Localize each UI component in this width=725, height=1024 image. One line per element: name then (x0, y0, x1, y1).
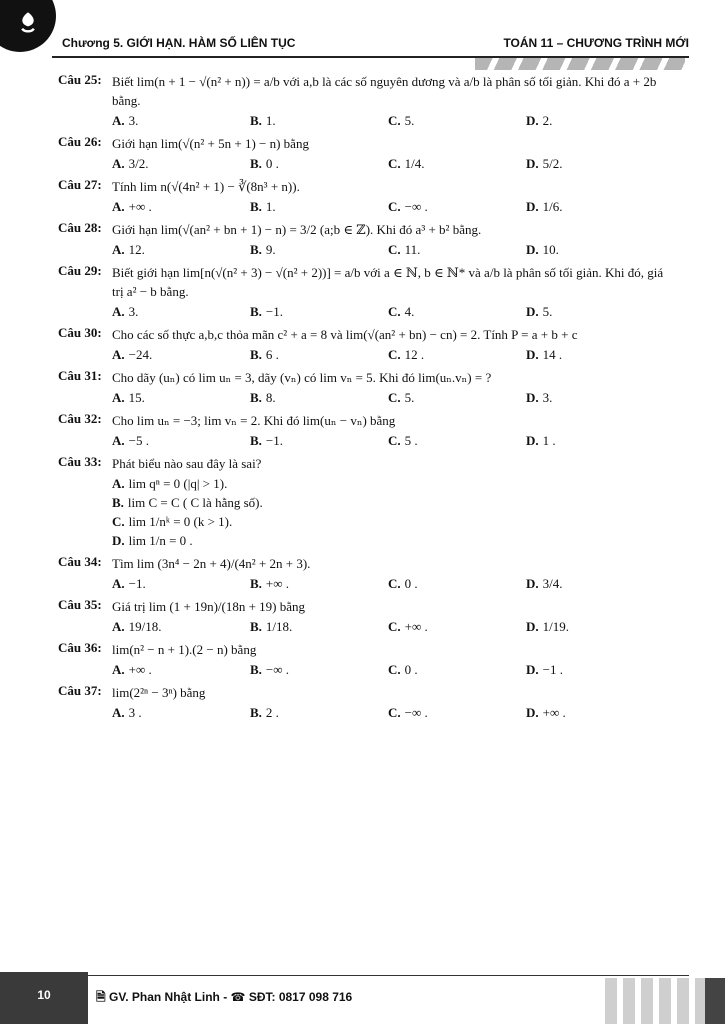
option-value: +∞ . (128, 199, 152, 214)
answer-option (388, 617, 526, 636)
option-letter: D. (526, 156, 539, 171)
option-letter: B. (250, 576, 262, 591)
option-value: 9. (265, 242, 276, 257)
option-value: 3/4. (542, 576, 563, 591)
question (58, 683, 675, 722)
option-value: lim qⁿ = 0 (|q| > 1). (128, 476, 228, 491)
chapter-title: Chương 5. GIỚI HẠN. HÀM SỐ LIÊN TỤC (62, 36, 296, 50)
question-label: Câu 33: (58, 454, 102, 469)
answer-option (526, 617, 664, 636)
option-value: 10. (542, 242, 559, 257)
option-value: 12 . (404, 347, 425, 362)
answer-option (112, 703, 250, 722)
option-letter: D. (526, 433, 539, 448)
option-value: −1. (128, 576, 146, 591)
question-label: Câu 30: (58, 325, 102, 340)
option-letter: A. (112, 156, 125, 171)
answer-option (526, 197, 664, 216)
answer-option (388, 703, 526, 722)
option-value: −∞ . (404, 705, 428, 720)
answer-option (250, 703, 388, 722)
answer-option (250, 574, 388, 593)
option-value: 2. (542, 113, 553, 128)
answer-option (250, 345, 388, 364)
footer-rule (88, 975, 689, 976)
question-text: lim(n² − n + 1).(2 − n) bằng (112, 642, 257, 657)
question-label: Câu 28: (58, 220, 102, 235)
option-letter: D. (526, 619, 539, 634)
option-letter: A. (112, 242, 125, 257)
question (58, 554, 675, 593)
answer-option (112, 431, 250, 450)
answer-option (526, 111, 664, 130)
answer-option (388, 240, 526, 259)
answer-option (112, 388, 250, 407)
option-letter: C. (388, 156, 401, 171)
question-text: lim(2²ⁿ − 3ⁿ) bằng (112, 685, 206, 700)
answer-option (250, 240, 388, 259)
option-letter: B. (250, 242, 262, 257)
answer-option (112, 512, 394, 531)
question-text: Biết giới hạn lim[n(√(n² + 3) − √(n² + 2))] = a/b với a ∈ ℕ, b ∈ ℕ* và a/b là phân số tối giản. Khi đó, giá trị a² − b bằng. (112, 265, 664, 299)
option-letter: C. (388, 304, 401, 319)
option-letter: D. (526, 242, 539, 257)
question (58, 368, 675, 407)
option-letter: A. (112, 390, 125, 405)
option-letter: D. (526, 705, 539, 720)
option-value: 0 . (404, 576, 418, 591)
answer-option (112, 660, 250, 679)
option-letter: D. (526, 390, 539, 405)
option-value: 1/19. (542, 619, 570, 634)
answer-option (388, 574, 526, 593)
answer-option (250, 111, 388, 130)
answer-option (388, 345, 526, 364)
question-label: Câu 25: (58, 72, 102, 87)
option-value: 0 . (404, 662, 418, 677)
option-letter: D. (526, 199, 539, 214)
answer-option (250, 197, 388, 216)
option-letter: B. (250, 390, 262, 405)
option-value: 3. (128, 113, 139, 128)
footer-block (705, 978, 725, 1024)
answer-option (526, 660, 664, 679)
option-value: −24. (128, 347, 153, 362)
option-letter: A. (112, 304, 125, 319)
option-letter: A. (112, 619, 125, 634)
answer-option (250, 388, 388, 407)
answer-options (112, 474, 675, 550)
option-letter: D. (526, 576, 539, 591)
answer-option (112, 111, 250, 130)
option-value: +∞ . (542, 705, 566, 720)
question (58, 411, 675, 450)
question-label: Câu 35: (58, 597, 102, 612)
option-value: −5 . (128, 433, 149, 448)
question-label: Câu 31: (58, 368, 102, 383)
footer (0, 972, 725, 1024)
option-value: 5. (542, 304, 553, 319)
answer-option (526, 431, 664, 450)
header-stripes (475, 58, 685, 70)
answer-options (112, 574, 675, 593)
page-number: 10 (0, 972, 88, 1024)
answer-option (526, 388, 664, 407)
option-value: 5. (404, 390, 415, 405)
option-letter: D. (112, 533, 125, 548)
option-value: 1 . (542, 433, 556, 448)
option-value: 11. (404, 242, 421, 257)
option-letter: D. (526, 347, 539, 362)
option-value: 0 . (265, 156, 279, 171)
leaf-logo-icon (14, 10, 42, 38)
option-letter: B. (250, 619, 262, 634)
answer-option (112, 617, 250, 636)
answer-option (250, 431, 388, 450)
option-letter: A. (112, 705, 125, 720)
option-value: −1 . (542, 662, 563, 677)
option-letter: A. (112, 347, 125, 362)
option-value: 1. (265, 199, 276, 214)
option-letter: A. (112, 476, 125, 491)
answer-option (112, 493, 394, 512)
question (58, 640, 675, 679)
question-text: Cho lim uₙ = −3; lim vₙ = 2. Khi đó lim(uₙ − vₙ) bằng (112, 413, 396, 428)
question-text: Giới hạn lim(√(n² + 5n + 1) − n) bằng (112, 136, 309, 151)
answer-option (250, 302, 388, 321)
question (58, 325, 675, 364)
question-list (58, 72, 675, 726)
option-value: 3/2. (128, 156, 149, 171)
option-value: lim 1/n = 0 . (128, 533, 193, 548)
question-label: Câu 29: (58, 263, 102, 278)
answer-option (250, 154, 388, 173)
author-contact: 🗎 GV. Phan Nhật Linh - ☎ SĐT: 0817 098 716 (96, 990, 353, 1004)
answer-options (112, 703, 675, 722)
question-text: Tính lim n(√(4n² + 1) − ∛(8n³ + n)). (112, 179, 300, 194)
question (58, 454, 675, 550)
option-value: 3 . (128, 705, 142, 720)
option-letter: C. (388, 576, 401, 591)
answer-option (112, 474, 394, 493)
option-letter: B. (250, 662, 262, 677)
option-value: −∞ . (404, 199, 428, 214)
option-letter: C. (388, 433, 401, 448)
answer-option (526, 574, 664, 593)
option-value: 1/4. (404, 156, 425, 171)
option-letter: D. (526, 662, 539, 677)
option-letter: C. (388, 619, 401, 634)
answer-option (250, 660, 388, 679)
option-value: 8. (265, 390, 276, 405)
answer-option (388, 111, 526, 130)
option-value: 6 . (265, 347, 279, 362)
option-letter: C. (388, 347, 401, 362)
answer-option (526, 240, 664, 259)
question-text: Giới hạn lim(√(an² + bn + 1) − n) = 3/2 (a;b ∈ ℤ). Khi đó a³ + b² bằng. (112, 222, 482, 237)
answer-option (112, 302, 250, 321)
option-value: 14 . (542, 347, 563, 362)
option-letter: A. (112, 199, 125, 214)
question-label: Câu 36: (58, 640, 102, 655)
option-letter: A. (112, 433, 125, 448)
option-letter: C. (388, 390, 401, 405)
answer-options (112, 302, 675, 321)
answer-options (112, 240, 675, 259)
question-text: Tìm lim (3n⁴ − 2n + 4)/(4n² + 2n + 3). (112, 556, 311, 571)
question-label: Câu 27: (58, 177, 102, 192)
answer-option (526, 703, 664, 722)
question-label: Câu 32: (58, 411, 102, 426)
answer-option (388, 154, 526, 173)
option-letter: B. (250, 347, 262, 362)
answer-options (112, 111, 675, 130)
answer-option (250, 617, 388, 636)
answer-options (112, 388, 675, 407)
answer-options (112, 154, 675, 173)
option-value: 5. (404, 113, 415, 128)
option-value: lim C = C ( C là hằng số). (127, 495, 263, 510)
option-letter: A. (112, 576, 125, 591)
answer-option (112, 197, 250, 216)
answer-option (388, 431, 526, 450)
option-value: 4. (404, 304, 415, 319)
option-value: 1/18. (265, 619, 293, 634)
question (58, 220, 675, 259)
question-text: Cho các số thực a,b,c thỏa mãn c² + a = 8 và lim(√(an² + bn) − cn) = 2. Tính P = a + b + c (112, 327, 578, 342)
answer-option (388, 660, 526, 679)
answer-option (526, 345, 664, 364)
answer-option (388, 197, 526, 216)
option-value: −1. (265, 433, 284, 448)
question-label: Câu 26: (58, 134, 102, 149)
option-value: 15. (128, 390, 145, 405)
logo (0, 0, 56, 52)
book-title: TOÁN 11 – CHƯƠNG TRÌNH MỚI (503, 36, 689, 50)
option-letter: C. (388, 199, 401, 214)
option-value: 12. (128, 242, 145, 257)
option-value: lim 1/nᵏ = 0 (k > 1). (128, 514, 233, 529)
answer-options (112, 345, 675, 364)
question (58, 263, 675, 321)
question-text: Biết lim(n + 1 − √(n² + n)) = a/b với a,b là các số nguyên dương và a/b là phân số tối giản. Khi đó a + 2b bằng. (112, 74, 657, 108)
option-letter: B. (250, 199, 262, 214)
option-value: 5/2. (542, 156, 563, 171)
option-value: 1. (265, 113, 276, 128)
answer-option (112, 154, 250, 173)
option-value: 5 . (404, 433, 418, 448)
answer-option (526, 154, 664, 173)
option-letter: B. (250, 156, 262, 171)
option-letter: B. (250, 113, 262, 128)
option-value: 3. (128, 304, 139, 319)
question-text: Phát biểu nào sau đây là sai? (112, 456, 262, 471)
option-letter: C. (112, 514, 125, 529)
option-letter: B. (112, 495, 124, 510)
option-letter: B. (250, 433, 262, 448)
answer-option (112, 531, 394, 550)
answer-option (388, 388, 526, 407)
answer-options (112, 431, 675, 450)
option-letter: B. (250, 304, 262, 319)
option-value: 1/6. (542, 199, 563, 214)
option-letter: C. (388, 113, 401, 128)
question (58, 177, 675, 216)
option-value: −∞ . (265, 662, 290, 677)
answer-option (388, 302, 526, 321)
option-letter: A. (112, 662, 125, 677)
option-letter: D. (526, 113, 539, 128)
option-value: 19/18. (128, 619, 162, 634)
question (58, 134, 675, 173)
option-letter: D. (526, 304, 539, 319)
question-label: Câu 37: (58, 683, 102, 698)
option-letter: B. (250, 705, 262, 720)
option-letter: A. (112, 113, 125, 128)
answer-options (112, 617, 675, 636)
question-text: Cho dãy (uₙ) có lim uₙ = 3, dãy (vₙ) có lim vₙ = 5. Khi đó lim(uₙ.vₙ) = ? (112, 370, 492, 385)
question (58, 72, 675, 130)
answer-option (112, 345, 250, 364)
answer-option (112, 240, 250, 259)
answer-option (526, 302, 664, 321)
option-letter: C. (388, 705, 401, 720)
option-value: 3. (542, 390, 553, 405)
answer-option (112, 574, 250, 593)
option-value: 2 . (265, 705, 279, 720)
option-value: +∞ . (128, 662, 152, 677)
option-letter: C. (388, 662, 401, 677)
option-value: −1. (265, 304, 284, 319)
option-letter: C. (388, 242, 401, 257)
option-value: +∞ . (404, 619, 428, 634)
answer-options (112, 197, 675, 216)
question-label: Câu 34: (58, 554, 102, 569)
question-text: Giá trị lim (1 + 19n)/(18n + 19) bằng (112, 599, 306, 614)
question (58, 597, 675, 636)
answer-options (112, 660, 675, 679)
option-value: +∞ . (265, 576, 290, 591)
